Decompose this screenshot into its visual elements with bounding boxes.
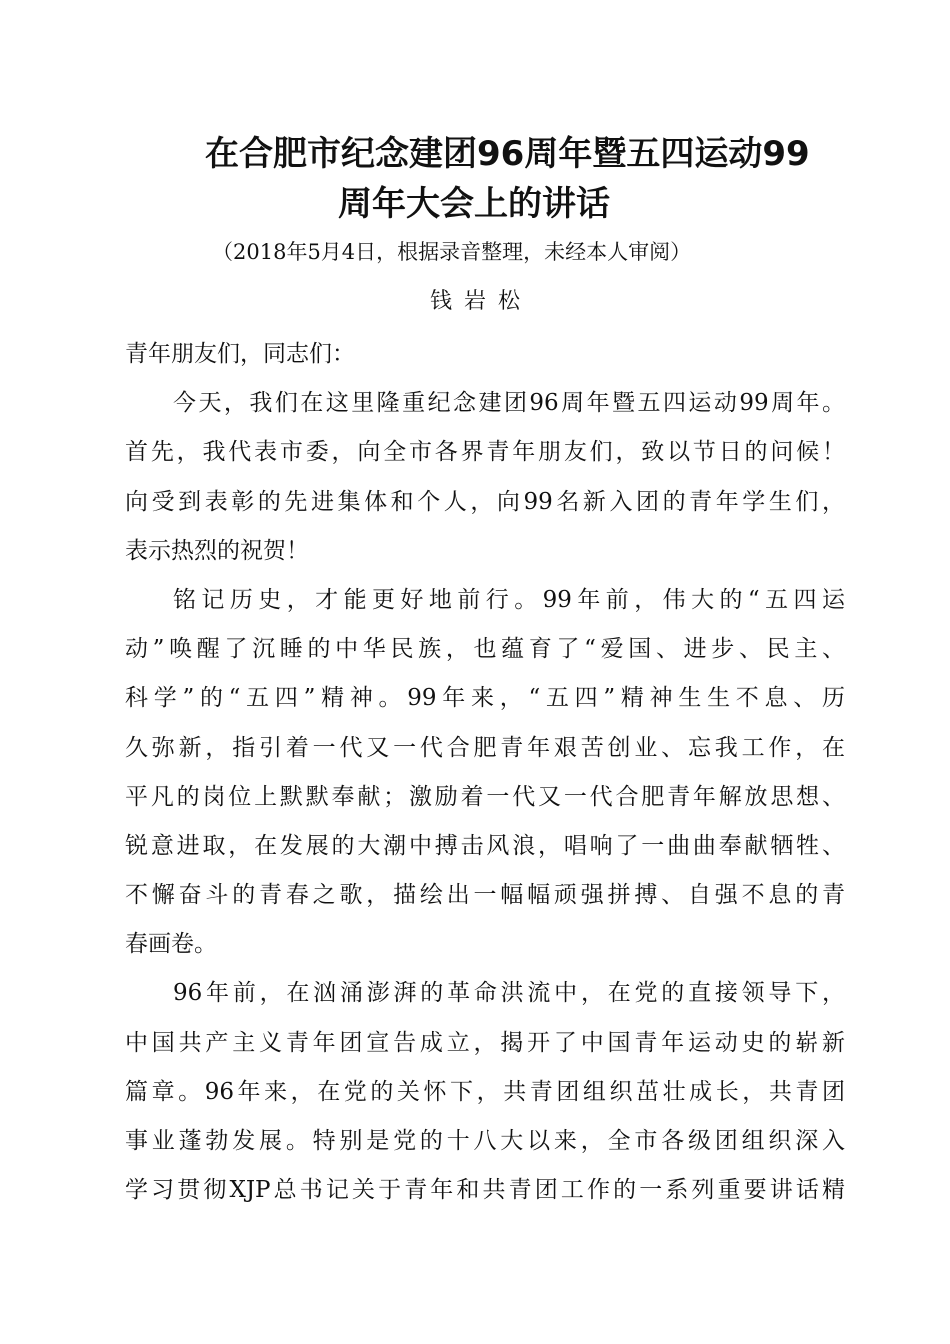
paragraph-line: 动”唤醒了沉睡的中华民族，也蕴育了“爱国、进步、民主、 xyxy=(125,636,845,663)
speech-title-line-1: 在合肥市纪念建团96周年暨五四运动99 xyxy=(205,134,810,174)
paragraph-line: 表示热烈的祝贺！ xyxy=(125,537,309,564)
date-note: （2018年5月4日，根据录音整理，未经本人审阅） xyxy=(212,240,692,264)
paragraph-line: 事业蓬勃发展。特别是党的十八大以来，全市各级团组织深入 xyxy=(125,1128,845,1154)
speech-body xyxy=(125,330,845,1215)
paragraph-line: 春画卷。 xyxy=(125,931,217,958)
paragraph-line: 平凡的岗位上默默奉献；激励着一代又一代合肥青年解放思想、 xyxy=(125,783,845,810)
salutation-line: 青年朋友们，同志们： xyxy=(125,341,355,367)
author-name: 钱岩松 xyxy=(430,289,533,314)
paragraph-line: 学习贯彻XJP总书记关于青年和共青团工作的一系列重要讲话精 xyxy=(125,1177,845,1204)
paragraph-line: 科学”的“五四”精神。99年来，“五四”精神生生不息、历 xyxy=(125,685,845,712)
paragraph-line: 向受到表彰的先进集体和个人，向99名新入团的青年学生们， xyxy=(125,488,845,515)
paragraph-line: 久弥新，指引着一代又一代合肥青年艰苦创业、忘我工作，在 xyxy=(125,734,845,761)
paragraph-line: 96年前，在汹涌澎湃的革命洪流中，在党的直接领导下， xyxy=(173,980,845,1007)
paragraph-line: 篇章。96年来，在党的关怀下，共青团组织茁壮成长，共青团 xyxy=(125,1078,845,1105)
paragraph-line: 不懈奋斗的青春之歌，描绘出一幅幅顽强拼搏、自强不息的青 xyxy=(125,882,845,909)
speech-title-line-2: 周年大会上的讲话 xyxy=(338,184,610,224)
paragraph-line: 锐意进取，在发展的大潮中搏击风浪，唱响了一曲曲奉献牺牲、 xyxy=(125,832,845,859)
paragraph-line: 今天，我们在这里隆重纪念建团96周年暨五四运动99周年。 xyxy=(173,390,845,417)
paragraph-line: 首先，我代表市委，向全市各界青年朋友们，致以节日的问候！ xyxy=(125,439,845,466)
paragraph-line: 铭记历史，才能更好地前行。99年前，伟大的“五四运 xyxy=(173,586,845,613)
paragraph-line: 中国共产主义青年团宣告成立，揭开了中国青年运动史的崭新 xyxy=(125,1029,845,1056)
